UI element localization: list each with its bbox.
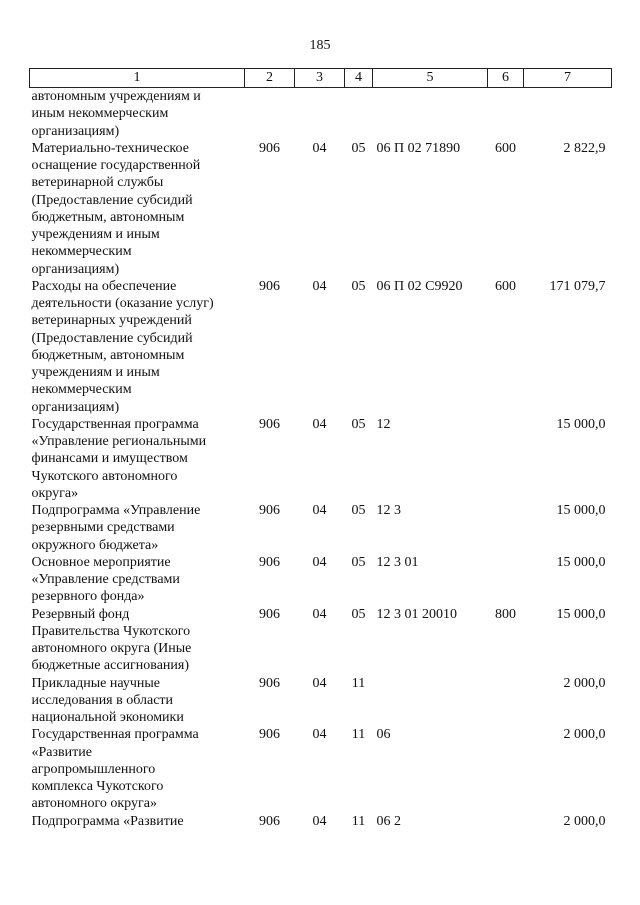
row-target-code: 12 3 01 20010 (376, 606, 457, 622)
row-section-code: 04 (312, 554, 327, 570)
row-name-line: Подпрограмма «Управление (31, 503, 201, 518)
row-subsection-code: 05 (351, 140, 366, 156)
row-target-code: 06 П 02 71890 (376, 140, 461, 156)
table-row (30, 278, 612, 416)
row-subsection-code: 11 (351, 727, 366, 743)
row-amount (524, 88, 612, 140)
row-name-line: иным некоммерческим (31, 106, 169, 122)
row-amount: 15 000,0 (556, 416, 606, 432)
row-ved-code: 906 (259, 675, 280, 691)
row-name (30, 502, 245, 554)
row-ved-code: 906 (259, 503, 280, 518)
column-header: 7 (524, 69, 612, 88)
row-name-line: некоммерческим (31, 382, 132, 398)
row-name-line: бюджетные ассигнования) (31, 658, 190, 674)
row-name-line: организациям) (31, 261, 120, 277)
row-amount: 15 000,0 (556, 503, 606, 518)
row-name (30, 554, 245, 606)
row-amount: 2 000,0 (563, 727, 606, 743)
row-name-line: Государственная программа (31, 416, 199, 432)
row-section-code: 04 (312, 606, 327, 622)
row-section-code: 04 (312, 727, 327, 743)
row-name-line: оснащение государственной (31, 158, 201, 173)
row-expense-type (488, 416, 524, 502)
row-ved-code: 906 (259, 278, 280, 294)
table-body (30, 88, 612, 830)
row-amount: 171 079,7 (549, 278, 606, 294)
row-name-line: окружного бюджета» (31, 537, 159, 553)
row-expense-type: 600 (495, 278, 516, 294)
column-header: 3 (295, 69, 345, 88)
row-name-line: учреждениям и иным (31, 227, 160, 242)
column-header: 1 (30, 69, 245, 88)
row-name-line: организациям) (31, 399, 120, 415)
row-ved-code: 906 (259, 606, 280, 622)
row-section-code: 04 (312, 278, 327, 294)
row-amount: 15 000,0 (556, 606, 606, 622)
row-subsection-code: 05 (351, 416, 366, 432)
table-row (30, 726, 612, 812)
row-name-line: деятельности (оказание услуг) (31, 296, 214, 311)
row-name (30, 140, 245, 278)
row-section-code: 04 (312, 675, 327, 691)
row-name-line: ветеринарной службы (31, 175, 164, 191)
row-name (30, 813, 245, 830)
row-expense-type: 800 (495, 606, 516, 622)
row-target-code: 06 П 02 С9920 (376, 278, 463, 294)
row-expense-type (488, 554, 524, 606)
row-name-line: «Управление региональными (31, 434, 207, 449)
row-name (30, 675, 245, 727)
row-amount: 15 000,0 (556, 554, 606, 570)
row-target-code (373, 88, 488, 140)
column-header: 6 (488, 69, 524, 88)
row-name-line: резервными средствами (31, 520, 175, 536)
row-name-line: бюджетным, автономным (31, 209, 185, 225)
row-name-line: Государственная программа (31, 727, 199, 743)
column-header: 4 (345, 69, 373, 88)
table-row (30, 502, 612, 554)
page-number: 185 (309, 38, 331, 53)
table-row (30, 554, 612, 606)
row-expense-type (488, 813, 524, 830)
row-amount: 2 822,9 (563, 140, 606, 156)
row-name-line: финансами и имуществом (31, 451, 188, 467)
row-name-line: Расходы на обеспечение (31, 278, 177, 294)
table-row (30, 140, 612, 278)
row-subsection-code: 05 (351, 606, 366, 622)
row-name (30, 278, 245, 416)
table-row (30, 675, 612, 727)
row-subsection-code: 05 (351, 278, 366, 294)
row-name-line: автономным учреждениям и (31, 89, 201, 104)
row-name-line: некоммерческим (31, 244, 132, 260)
row-section-code (295, 88, 345, 140)
row-ved-code: 906 (259, 813, 280, 829)
row-name (30, 726, 245, 812)
row-name-line: автономного округа (Иные (31, 641, 192, 656)
row-name (30, 88, 245, 140)
row-name-line: «Развитие (31, 744, 92, 760)
column-header: 2 (245, 69, 295, 88)
row-expense-type (488, 726, 524, 812)
row-subsection-code: 05 (351, 554, 366, 570)
row-subsection-code (345, 88, 373, 140)
row-expense-type (488, 88, 524, 140)
row-section-code: 04 (312, 140, 327, 156)
row-ved-code: 906 (259, 416, 280, 432)
row-target-code: 06 (376, 727, 391, 743)
row-name-line: резервного фонда» (31, 589, 145, 605)
row-name-line: Прикладные научные (31, 675, 160, 691)
row-name-line: округа» (31, 485, 79, 501)
row-target-code: 12 3 (376, 503, 401, 518)
table-row (30, 813, 612, 830)
row-amount: 2 000,0 (563, 675, 606, 691)
row-name-line: Правительства Чукотского (31, 623, 191, 639)
row-amount: 2 000,0 (563, 813, 606, 829)
row-target-code (373, 675, 488, 727)
row-ved-code: 906 (259, 727, 280, 743)
row-name-line: Чукотского автономного (31, 468, 178, 484)
row-name-line: автономного округа» (31, 796, 157, 812)
row-section-code: 04 (312, 416, 327, 432)
table-header-row (30, 69, 612, 88)
row-subsection-code: 05 (351, 503, 366, 518)
row-section-code: 04 (312, 813, 327, 829)
row-target-code: 12 (376, 416, 391, 432)
row-ved-code: 906 (259, 554, 280, 570)
row-name-line: Резервный фонд (31, 606, 130, 622)
row-name-line: ветеринарных учреждений (31, 313, 192, 329)
row-ved-code (245, 88, 295, 140)
row-name-line: (Предоставление субсидий (31, 330, 193, 346)
row-name-line: учреждениям и иным (31, 365, 160, 380)
row-name-line: агропромышленного (31, 761, 156, 777)
row-name (30, 606, 245, 675)
table-row (30, 416, 612, 502)
row-subsection-code: 11 (351, 813, 366, 829)
row-name (30, 416, 245, 502)
row-ved-code: 906 (259, 140, 280, 156)
budget-table (29, 68, 612, 830)
row-expense-type: 600 (495, 140, 516, 156)
row-section-code: 04 (312, 503, 327, 518)
row-expense-type (488, 675, 524, 727)
row-name-line: Материально-техническое (31, 140, 189, 156)
row-name-line: Основное мероприятие (31, 554, 171, 570)
table-row (30, 606, 612, 675)
row-name-line: организациям) (31, 123, 120, 139)
row-expense-type (488, 502, 524, 554)
row-name-line: бюджетным, автономным (31, 347, 185, 363)
row-name-line: «Управление средствами (31, 572, 180, 587)
row-subsection-code: 11 (351, 675, 366, 691)
row-name-line: комплекса Чукотского (31, 779, 164, 794)
table-row (30, 88, 612, 140)
row-name-line: Подпрограмма «Развитие (31, 813, 184, 829)
row-name-line: исследования в области (31, 692, 174, 708)
column-header: 5 (373, 69, 488, 88)
row-name-line: (Предоставление субсидий (31, 192, 193, 208)
row-target-code: 12 3 01 (376, 554, 419, 570)
row-target-code: 06 2 (376, 813, 401, 829)
row-name-line: национальной экономики (31, 710, 184, 725)
